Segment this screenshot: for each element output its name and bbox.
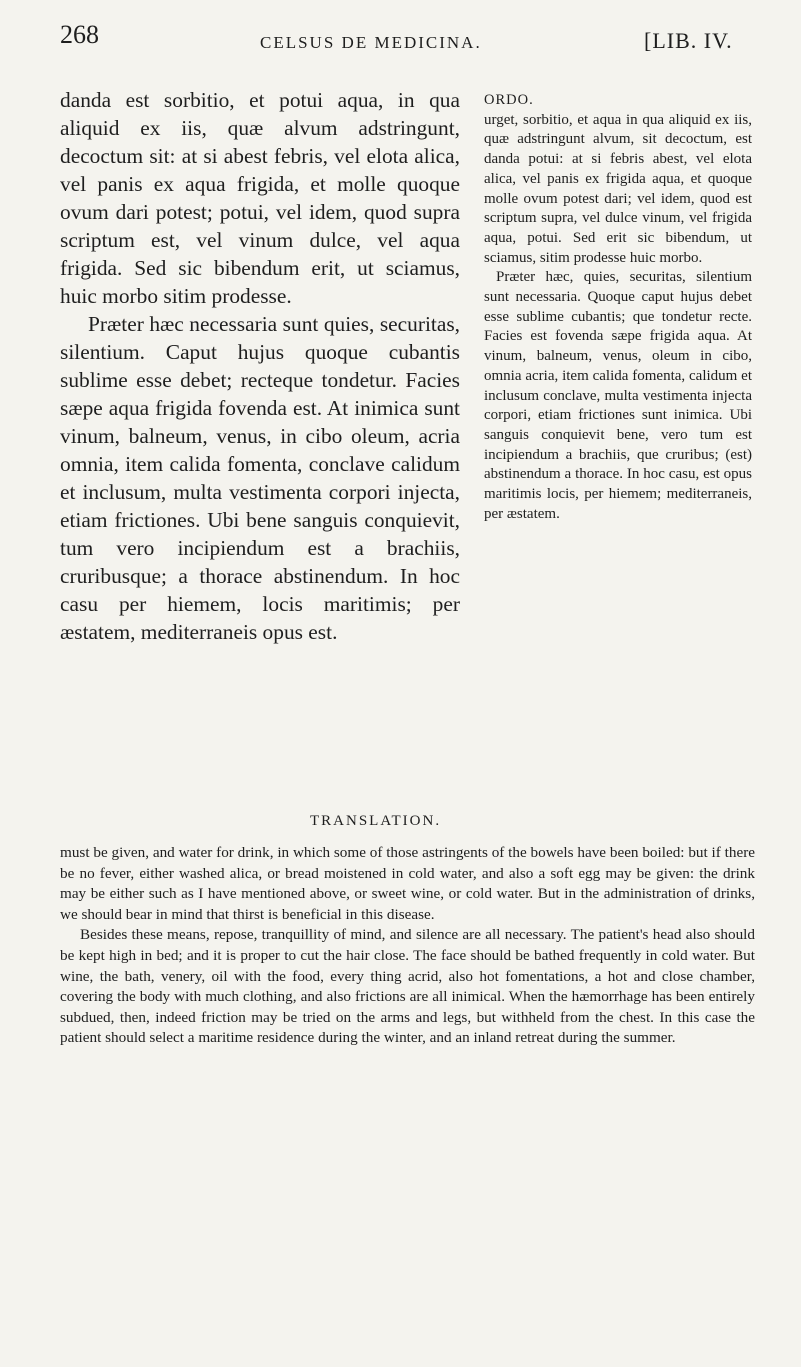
translation-text xyxy=(60,843,755,1049)
translation-paragraph: Besides these means, repose, tranquillity of mind, and silence are all necessary. The patient's head also should be kept high in bed; and it is proper to cut the hair close. The face should be bathed frequently in cold water. But wine, the bath, venery, oil with the food, every thing acrid, also hot fomentations, a hot and close chamber, covering the body with much clothing, and also frictions are all inimical. When the hæmorrhage has been entirely subdued, then, indeed friction may be tried on the arms and legs, but withheld from the chest. In this case the patient should select a maritime residence during the winter, and an inland retreat during the summer. xyxy=(60,926,755,1047)
translation-paragraph: must be given, and water for drink, in which some of those astringents of the bowels have been boiled: but if there be no fever, either washed alica, or bread moistened in cold water, and also a soft egg may be given: the drink may be either such as I have mentioned above, or sweet wine, or cold water. But in the administration of drinks, we should bear in mind that thirst is beneficial in this disease. xyxy=(60,844,755,923)
running-title: CELSUS DE MEDICINA. xyxy=(260,33,482,52)
latin-text-column xyxy=(60,86,460,646)
ordo-paragraph: Præter hæc, quies, securitas, silentium sunt necessaria. Quoque caput hujus debet esse sublime cubantis; que tondetur recte. Facies est fovenda sæpe frigida aqua. At vinum, balneum, venus, oleum in cibo, omnia acria, item calida fomenta, calidum et inclusum conclave, multa vestimenta injecta corpori, etiam frictiones sunt inimica. Ubi sanguis conquievit bene, vero tum est incipiendum a brachiis, que cruribus; (est) abstinendum a thorace. In hoc casu, est opus maritimis locis, per hiemem; mediterraneis, per æstatem. xyxy=(484,269,752,522)
page-number: 268 xyxy=(60,20,99,49)
ordo-column xyxy=(484,91,752,524)
ordo-title: ORDO. xyxy=(484,92,534,108)
translation-heading: TRANSLATION. xyxy=(310,813,442,829)
latin-paragraph: Præter hæc necessaria sunt quies, securitas, silentium. Caput hujus quoque cubantis sublime esse debet; recteque tondetur. Facies sæpe aqua frigida fovenda est. At inimica sunt vinum, balneum, venus, in cibo oleum, acria omnia, item calida fomenta, conclave calidum et inclusum, multa vestimenta corpori injecta, etiam frictiones. Ubi bene sanguis conquievit, tum vero incipiendum est a brachiis, cruribusque; a thorace abstinendum. In hoc casu per hiemem, locis maritimis; per æstatem, mediterraneis opus est. xyxy=(60,312,460,644)
latin-paragraph: danda est sorbitio, et potui aqua, in qua aliquid ex iis, quæ alvum adstringunt, decoctum sit: at si abest febris, vel elota alica, vel panis ex aqua frigida, et molle quoque ovum dari potest; potui, vel idem, quod supra scriptum est, vel vinum dulce, vel aqua frigida. Sed sic bibendum erit, ut sciamus, huic morbo sitim prodesse. xyxy=(60,88,460,308)
ordo-paragraph: urget, sorbitio, et aqua in qua aliquid ex iis, quæ adstringunt alvum, sit decoctum, est danda potui: at si febris abest, vel elota alica, vel panis ex frigida aqua, et quoque molle ovum potest dari; vel idem, quod est scriptum supra, vel dulce vinum, vel frigida aqua, potui. Sed erit sic bibendum, ut sciamus, sitim prodesse huic morbo. xyxy=(484,111,752,266)
book-reference: [LIB. IV. xyxy=(644,28,733,53)
